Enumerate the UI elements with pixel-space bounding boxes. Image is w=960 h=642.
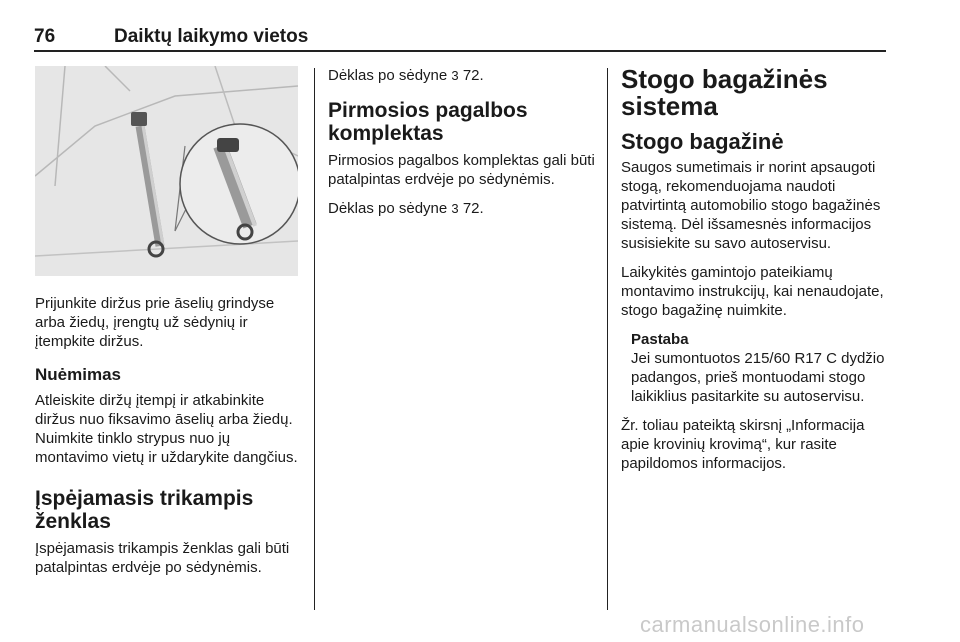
tray-reference-2-text: Dėklas po sėdyne <box>328 200 448 217</box>
column-divider-2 <box>607 68 608 610</box>
warning-triangle-text: Įspėjamasis trikampis ženklas gali būti patalpintas erdvėje po sėdynėmis. <box>35 540 290 576</box>
roof-rack-system-heading: Stogo bagažinės sistema <box>621 64 828 121</box>
column-3 <box>621 66 889 483</box>
page-header <box>34 22 886 50</box>
page-title: Daiktų laikymo vietos <box>114 26 309 47</box>
closing-text: Žr. toliau pateiktą skirsnį „Informacija apie krovinių krovimą“, kur rasite papildomos informacijos. <box>621 417 865 472</box>
header-rule <box>34 50 886 52</box>
tray-reference-page: 72. <box>462 67 484 84</box>
column-1 <box>35 66 303 587</box>
reference-arrow-icon: 3 <box>451 201 459 216</box>
note-heading: Pastaba <box>631 331 689 348</box>
warning-triangle-heading: Įspėjamasis trikampis ženklas <box>35 487 254 533</box>
reference-arrow-icon: 3 <box>451 68 459 83</box>
first-aid-text: Pirmosios pagalbos komplektas gali būti patalpintas erdvėje po sėdynėmis. <box>328 152 595 188</box>
illustration-caption: Prijunkite diržus prie āselių grindyse arba žiedų, įrengtų už sėdynių ir įtempkite diržus. <box>35 295 275 350</box>
tray-reference-2-page: 72. <box>462 200 484 217</box>
watermark: carmanualsonline.info <box>640 612 865 637</box>
roof-rack-heading: Stogo bagažinė <box>621 129 784 154</box>
note-box <box>631 330 889 406</box>
tray-reference-2 <box>328 199 596 218</box>
tray-reference-text: Dėklas po sėdyne <box>328 67 448 84</box>
page-number: 76 <box>34 26 56 47</box>
roof-rack-text-1: Saugos sumetimais ir norint apsaugoti stogą, rekomenduojama naudoti patvirtintą automobilio stogo bagažinės sistemą. Dėl išsamesnės informacijos susisiekite su savo autoservisu. <box>621 159 881 252</box>
cargo-net-strap-illustration <box>35 66 298 276</box>
first-aid-heading: Pirmosios pagalbos komplektas <box>328 99 528 145</box>
note-text: Jei sumontuotos 215/60 R17 C dydžio padangos, prieš montuodami stogo laikiklius pasitarkite su autoservisu. <box>631 350 885 405</box>
column-divider-1 <box>314 68 315 610</box>
roof-rack-text-2: Laikykitės gamintojo pateikiamų montavimo instrukcijų, kai nenaudojate, stogo bagažinę nuimkite. <box>621 264 884 319</box>
column-2 <box>328 66 596 228</box>
tray-reference <box>328 66 596 85</box>
removal-text: Atleiskite diržų įtempį ir atkabinkite diržus nuo fiksavimo āselių arba žiedų. Nuimkite tinklo strypus nuo jų montavimo vietų ir uždarykite dangčius. <box>35 392 298 466</box>
removal-heading: Nuėmimas <box>35 365 121 384</box>
strap-anchor-drawing <box>35 66 298 276</box>
